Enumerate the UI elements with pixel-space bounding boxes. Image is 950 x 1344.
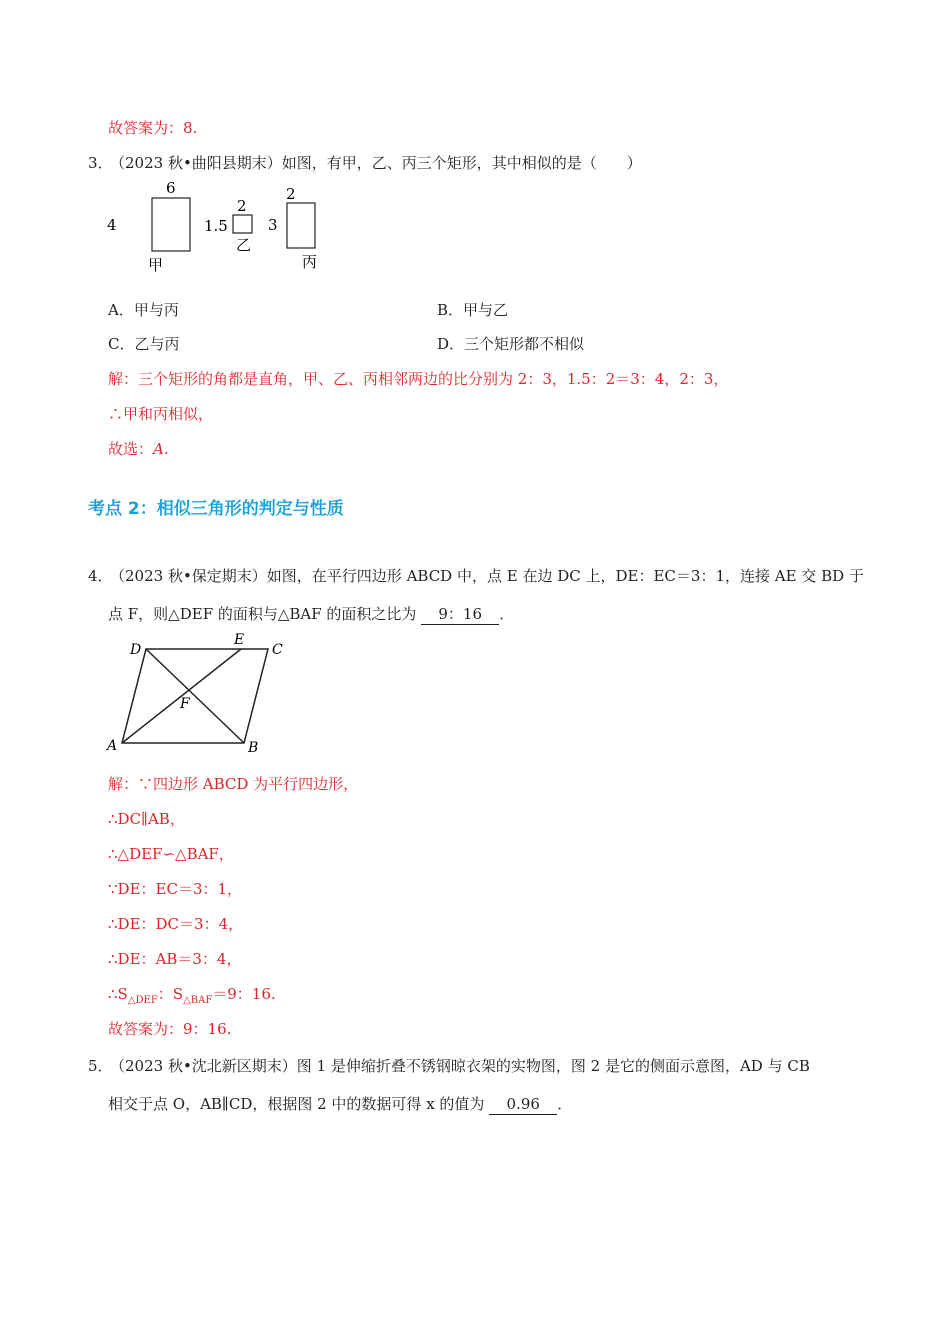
q3-option-c: C．乙与丙 — [108, 335, 180, 353]
rect-yi — [233, 215, 252, 233]
q4-stem-line-1 — [110, 566, 864, 586]
q3-option-d: D．三个矩形都不相似 — [437, 335, 585, 353]
rect-bing — [287, 203, 315, 248]
q4-answer-blank: 9：16 — [421, 604, 499, 625]
q5-answer-blank: 0.96 — [489, 1094, 557, 1115]
q4-solution-2: ∴DC∥AB， — [108, 810, 185, 828]
q5-stem-line-1 — [110, 1056, 810, 1076]
vertex-c: C — [272, 642, 283, 658]
area-suffix: ＝9：16. — [212, 985, 276, 1003]
vertex-b: B — [248, 740, 259, 756]
q3-solution-3-answer: A — [153, 440, 164, 458]
rect-jia — [152, 198, 190, 251]
q3-solution-3 — [108, 439, 169, 459]
q3-solution-3-suffix: . — [163, 440, 169, 458]
q3-figure — [100, 178, 340, 273]
bing-side-label: 3 — [268, 216, 278, 234]
q4-solution-1: 解：∵四边形 ABCD 为平行四边形， — [108, 775, 359, 793]
vertex-d: D — [130, 642, 142, 658]
q3-source: （2023 秋•曲阳县期末） — [110, 154, 282, 172]
bing-name: 丙 — [302, 253, 318, 271]
q3-solution-1: 解：三个矩形的角都是直角，甲、乙、丙相邻两边的比分别为 2：3，1.5：2＝3：4，2：3， — [108, 370, 729, 388]
diagonal-bd — [146, 649, 244, 743]
q5-number: 5． — [88, 1057, 113, 1075]
q4-solution-3: ∴△DEF∽△BAF， — [108, 845, 234, 863]
jia-side-label: 4 — [107, 216, 117, 234]
q5-stem-line-2 — [108, 1094, 572, 1115]
q4-stem-text-2: 点 F，则△DEF 的面积与△BAF 的面积之比为 — [108, 605, 417, 623]
q3-number: 3． — [88, 154, 113, 172]
yi-top-label: 2 — [237, 197, 247, 215]
q4-number: 4． — [88, 567, 113, 585]
q3-option-a: A．甲与丙 — [108, 301, 179, 319]
vertex-e: E — [234, 632, 245, 648]
prev-answer: 故答案为：8. — [108, 119, 198, 137]
area-sub-def: △DEF — [127, 995, 158, 1006]
q4-solution-area-ratio — [108, 984, 276, 1011]
q3-option-b: B．甲与乙 — [437, 301, 509, 319]
vertex-a: A — [107, 738, 118, 754]
q5-stem-text-1: 图 1 是伸缩折叠不锈钢晾衣架的实物图，图 2 是它的侧面示意图，AD 与 CB — [296, 1057, 810, 1075]
kaodian-2-heading: 考点 2：相似三角形的判定与性质 — [88, 499, 344, 519]
q5-stem-suffix: ． — [557, 1095, 573, 1113]
q4-parallelogram-figure — [100, 632, 300, 757]
yi-side-label: 1.5 — [204, 217, 228, 235]
q4-stem-text-1: 如图，在平行四边形 ABCD 中，点 E 在边 DC 上，DE：EC＝3：1，连接 AE 交 BD 于 — [266, 567, 864, 585]
area-mid: ：S — [157, 985, 184, 1003]
bing-top-label: 2 — [286, 185, 296, 203]
q3-solution-2: ∴甲和丙相似， — [108, 405, 214, 423]
q4-solution-4: ∵DE：EC＝3：1， — [108, 880, 243, 898]
q3-solution-3-prefix: 故选： — [108, 440, 154, 458]
q3-stem — [110, 153, 642, 173]
jia-name: 甲 — [148, 256, 164, 273]
q4-stem-line-2 — [108, 604, 514, 625]
q5-source: （2023 秋•沈北新区期末） — [110, 1057, 297, 1075]
q5-stem-text-2: 相交于点 O，AB∥CD，根据图 2 中的数据可得 x 的值为 — [108, 1095, 485, 1113]
q4-solution-6: ∴DE：AB＝3：4， — [108, 950, 242, 968]
area-prefix: ∴S — [108, 985, 128, 1003]
q4-source: （2023 秋•保定期末） — [110, 567, 267, 585]
yi-name: 乙 — [236, 236, 252, 254]
q4-stem-suffix: ． — [499, 605, 515, 623]
area-sub-baf: △BAF — [183, 995, 213, 1006]
q3-stem-text: 如图，有甲，乙、丙三个矩形，其中相似的是（ ） — [281, 154, 642, 172]
jia-top-label: 6 — [166, 179, 176, 197]
vertex-f: F — [180, 696, 190, 712]
q4-solution-5: ∴DE：DC＝3：4， — [108, 915, 244, 933]
q4-final-answer: 故答案为：9：16. — [108, 1020, 232, 1038]
